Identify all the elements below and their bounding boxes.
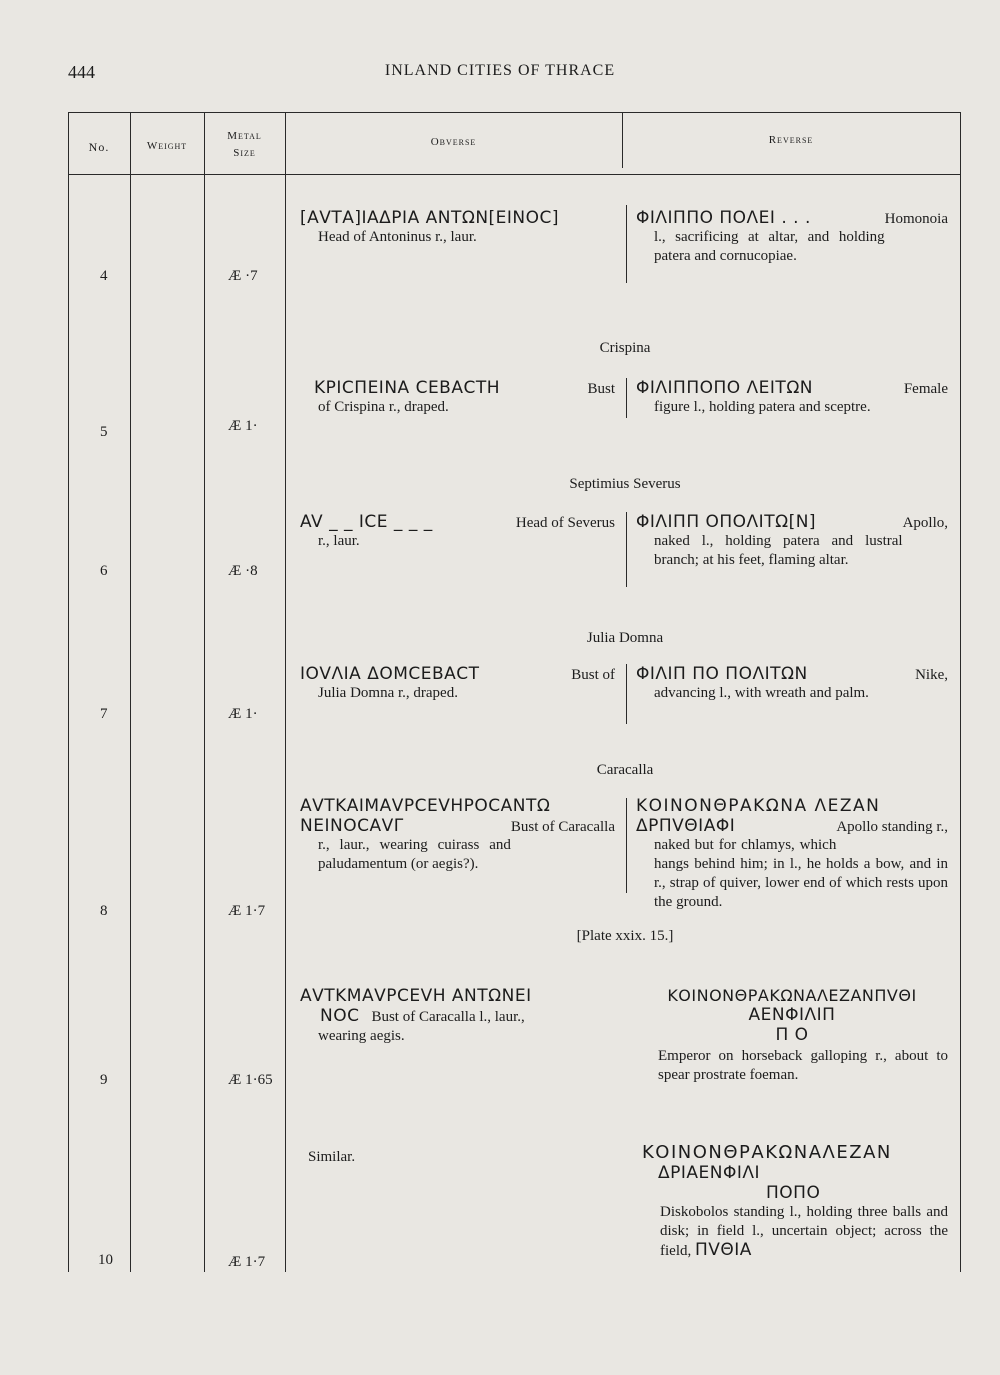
obverse-legend-line2: ΝΟC <box>320 1006 360 1026</box>
obverse-cell <box>300 664 615 703</box>
row-number: 6 <box>100 563 108 579</box>
reverse-tail: Apollo, <box>902 515 948 531</box>
table-left-rule <box>68 112 69 1272</box>
reverse-tail: Homonoia <box>884 211 948 227</box>
reverse-legend: ΦΙΛΙΠΠ ΟΠΟΛΙΤΩ[Ν] <box>636 512 817 532</box>
reverse-description: naked l., holding patera and lustral branch; at his feet, flaming altar. <box>654 533 903 568</box>
section-heading-crispina: Crispina <box>599 340 651 356</box>
column-header-size: Size <box>233 147 256 159</box>
row-number: 7 <box>100 706 108 722</box>
obverse-legend: ΚΡΙCΠΕΙΝΑ CΕΒΑCΤΗ <box>314 378 501 398</box>
plate-reference: [Plate xxix. 15.] <box>576 928 674 944</box>
reverse-description: advancing l., with wreath and palm. <box>654 685 869 701</box>
reverse-legend-line2: ΑΕΝΦΙΛΙΠ <box>748 1005 836 1025</box>
reverse-cell <box>636 664 948 703</box>
column-header-metal: Metal <box>227 130 262 142</box>
obverse-legend: ΑVΤΚΜΑVΡCΕVΗ ΑΝΤΩΝΕΙ <box>300 986 532 1006</box>
metal-size: Æ 1·7 <box>228 903 266 919</box>
row-number: 9 <box>100 1072 108 1088</box>
reverse-cell <box>636 378 948 417</box>
reverse-separator <box>626 798 627 893</box>
obverse-description: r., laur. <box>318 533 360 549</box>
row-number: 4 <box>100 268 108 284</box>
reverse-separator <box>626 378 627 418</box>
section-heading-caracalla: Caracalla <box>596 762 654 778</box>
column-header-reverse: Reverse <box>768 134 814 146</box>
running-title: INLAND CITIES OF THRACE <box>384 62 616 79</box>
obverse-legend: ΙΟVΛΙΑ ΔΟΜCΕΒΑCΤ <box>300 664 480 684</box>
reverse-legend-line2: ΔΡΠVΘΙΑΦΙ <box>636 816 736 836</box>
metal-size: Æ 1·7 <box>228 1254 266 1270</box>
obverse-cell <box>300 512 615 551</box>
reverse-legend-line2: ΔΡΙΑΕΝΦΙΛΙ <box>658 1163 761 1183</box>
table-right-rule <box>960 112 961 1272</box>
obverse-cell <box>300 986 615 1046</box>
reverse-cell <box>642 1142 948 1261</box>
row-number: 8 <box>100 903 108 919</box>
row-number: 10 <box>98 1252 113 1268</box>
obverse-description: Similar. <box>308 1149 356 1165</box>
column-header-no: No. <box>88 140 110 154</box>
reverse-legend: ΚΟΙΝΟΝΘΡΑΚΩΝΑ ΛΕΖΑΝ <box>636 796 881 816</box>
metal-size: Æ ·7 <box>228 268 258 284</box>
obverse-legend: AV _ _ ICE _ _ _ <box>300 512 433 532</box>
reverse-tail: Nike, <box>915 667 948 683</box>
reverse-legend: ΦΙΛΙΠ ΠΟ ΠΟΛΙΤΩΝ <box>636 664 808 684</box>
obverse-legend-line2: ΝΕΙΝΟCΑVΓ <box>300 816 404 836</box>
metal-size: Æ ·8 <box>228 563 258 579</box>
obverse-tail: Head of Severus <box>515 515 615 531</box>
column-divider-weight <box>204 112 205 1272</box>
obverse-tail: Bust <box>587 381 615 397</box>
reverse-description: Emperor on horseback galloping r., about to spear prostrate foeman. <box>658 1048 948 1083</box>
obverse-cell <box>300 378 615 417</box>
obverse-legend: ΑVΤΚΑΙΜΑVΡCΕVΗΡΟCΑΝΤΩ <box>300 796 551 816</box>
reverse-legend: ΦΙΛΙΠΠΟΠΟ ΛΕΙΤΩΝ <box>636 378 814 398</box>
obverse-tail: Bust of Caracalla <box>510 819 615 835</box>
obverse-description: Julia Domna r., draped. <box>318 685 458 701</box>
reverse-field-legend: ΠVΘΙΑ <box>695 1240 752 1260</box>
reverse-separator <box>626 664 627 724</box>
obverse-description: r., laur., wearing cuirass and paludamentum (or aegis?). <box>318 837 511 872</box>
metal-size: Æ 1· <box>228 418 258 434</box>
metal-size: Æ 1· <box>228 706 258 722</box>
reverse-tail: Apollo standing r., <box>836 819 948 835</box>
page-number: 444 <box>68 62 95 82</box>
reverse-cell <box>636 986 948 1085</box>
obverse-description: wearing aegis. <box>318 1028 405 1044</box>
reverse-description: l., sacrificing at altar, and holding patera and cornucopiae. <box>654 229 885 264</box>
reverse-legend-line3: ΠΟΠΟ <box>766 1183 821 1203</box>
column-divider-metal <box>285 112 286 1272</box>
reverse-description: naked but for chlamys, which hangs behind him; in l., he holds a bow, and in r., strap of quiver, lower end of which rests upon the ground. <box>654 837 948 910</box>
obverse-description: of Crispina r., draped. <box>318 399 449 415</box>
obverse-cell <box>300 208 615 247</box>
reverse-legend: ΚΟΙΝΟΝΘΡΑΚΩΝΑΛΕΖΑΝ <box>642 1142 892 1163</box>
reverse-legend-line3: Π Ο <box>775 1025 809 1045</box>
section-heading-domna: Julia Domna <box>586 630 664 646</box>
reverse-separator <box>626 205 627 283</box>
obverse-cell <box>300 796 615 874</box>
reverse-description-text: Diskobolos standing l., holding three balls and disk; in field l., uncertain object; across the field, <box>660 1204 948 1259</box>
obverse-tail: Bust of <box>571 667 615 683</box>
obverse-cell <box>308 1148 608 1167</box>
reverse-separator <box>626 512 627 587</box>
header-bottom-rule <box>68 174 960 175</box>
reverse-cell <box>636 208 948 266</box>
column-header-weight: Weight <box>146 140 188 152</box>
row-number: 5 <box>100 424 108 440</box>
reverse-tail: Female <box>903 381 948 397</box>
reverse-cell <box>636 512 948 570</box>
reverse-description <box>642 1203 948 1261</box>
reverse-legend: ΚΟΙΝΟΝΘΡΑΚΩΝΑΛΕΖΑΝΠVΘΙ <box>667 986 917 1005</box>
table-top-rule <box>68 112 960 113</box>
column-divider-no <box>130 112 131 1272</box>
obverse-description: Head of Antoninus r., laur. <box>318 229 477 245</box>
obverse-tail: Bust of Caracalla l., laur., <box>371 1009 525 1025</box>
metal-size: Æ 1·65 <box>228 1072 273 1088</box>
column-header-obverse: Obverse <box>430 136 477 148</box>
obverse-legend: [ΑVΤΑ]ΙΑΔΡΙΑ ΑΝΤΩΝ[ΕΙΝΟC] <box>300 208 560 228</box>
reverse-cell <box>636 796 948 912</box>
reverse-legend: ΦΙΛΙΠΠΟ ΠΟΛΕΙ . . . <box>636 208 811 228</box>
reverse-description: figure l., holding patera and sceptre. <box>654 399 871 415</box>
section-heading-severus: Septimius Severus <box>569 476 681 492</box>
